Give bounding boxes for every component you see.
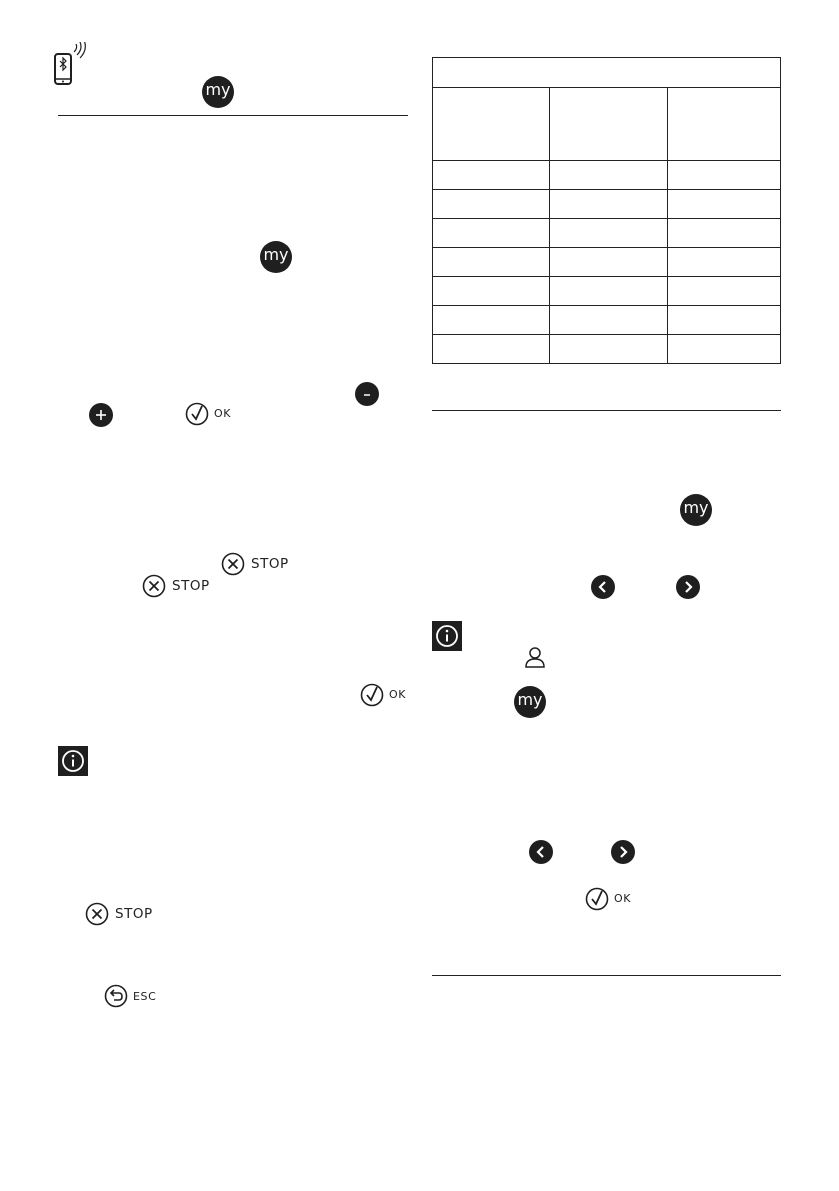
my-button-icon: my [514, 686, 546, 718]
ok-check-icon [585, 887, 609, 911]
table-row [433, 306, 781, 335]
arrow-right-icon [676, 575, 700, 599]
minus-button-icon [355, 382, 379, 406]
stop-label: STOP [172, 578, 210, 594]
data-table [432, 57, 781, 364]
user-profile-icon [523, 645, 547, 669]
esc-back-icon [104, 984, 128, 1008]
table-row [433, 248, 781, 277]
info-icon [432, 621, 462, 651]
plus-button-icon [89, 403, 113, 427]
my-button-icon: my [680, 494, 712, 526]
my-button-icon: my [260, 241, 292, 273]
section-divider [432, 410, 781, 411]
ok-check-icon [360, 683, 384, 707]
section-divider [58, 115, 408, 116]
stop-x-icon [85, 902, 109, 926]
table-row [433, 219, 781, 248]
arrow-left-icon [529, 840, 553, 864]
table-row [433, 190, 781, 219]
stop-label: STOP [251, 556, 289, 572]
stop-x-icon [221, 552, 245, 576]
ok-check-icon [185, 402, 209, 426]
ok-label: OK [214, 407, 232, 420]
table-title-row [433, 58, 781, 88]
bluetooth-phone-icon [50, 42, 92, 88]
stop-label: STOP [115, 906, 153, 922]
table-row [433, 277, 781, 306]
esc-label: ESC [133, 990, 157, 1003]
table-row [433, 335, 781, 364]
info-icon [58, 746, 88, 776]
arrow-right-icon [611, 840, 635, 864]
ok-label: OK [614, 892, 632, 905]
my-button-icon: my [202, 76, 234, 108]
ok-label: OK [389, 688, 407, 701]
table-row [433, 161, 781, 190]
table-header-row [433, 88, 781, 161]
stop-x-icon [142, 574, 166, 598]
section-divider [432, 975, 781, 976]
arrow-left-icon [591, 575, 615, 599]
